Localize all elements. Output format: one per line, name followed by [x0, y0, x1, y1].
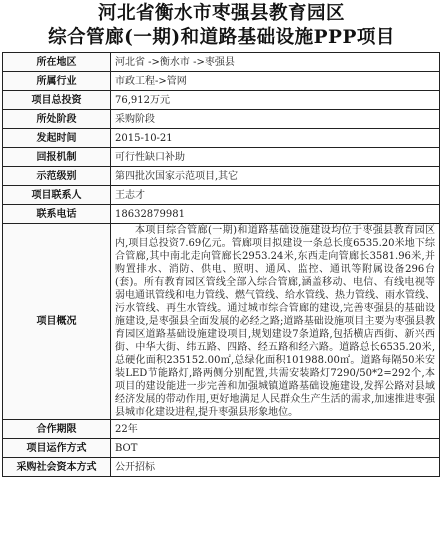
stage-label: 所处阶段: [3, 110, 111, 129]
total-investment-label: 项目总投资: [3, 91, 111, 110]
contact-person-label: 项目联系人: [3, 186, 111, 205]
row-region: [3, 53, 440, 72]
title-line-2: 综合管廊(一期)和道路基础设施PPP项目: [48, 27, 395, 48]
row-industry: [3, 72, 440, 91]
title-line-1: 河北省衡水市枣强县教育园区: [97, 3, 345, 24]
contact-person-value: 王志才: [111, 186, 440, 205]
start-date-label: 发起时间: [3, 129, 111, 148]
demo-level-label: 示范级别: [3, 167, 111, 186]
project-summary-text: 本项目综合管廊(一期)和道路基础设施建设均位于枣强县教育园区内,项目总投资7.69亿元。管廊项目拟建设一条总长度6535.20米地下综合管廊,其中南北走向管廊长2953.24米,东西走向管廊长3581.96米,并购置排水、消防、供电、照明、通风、监控、通讯等附属设备296台(套)。所有教育园区管线全部入综合管廊,涵盖移动、电信、有线电视等弱电通讯管线和电力管线、燃气管线、给水管线、热力管线、雨水管线、污水管线、再生水管线。通过城市综合管廊的建设,完善枣强县的基础设施建设,是枣强县全面发展的必经之路;道路基础设施项目主要为枣强县教育园区道路基础设施建设项目,规划建设7条道路,包括横店西街、新兴西街、中华大街、纬五路、四路、经五路和经六路。道路总长6535.20米,总硬化面积235152.00㎡,总绿化面积101988.00㎡。道路每隔50米安装LED节能路灯,路两侧分别配置,共需安装路灯7290/50*2=292个,本项目的建设能进一步完善和加强城镇道路基础设施建设,发挥公路对县域经济发展的带动作用,更好地满足人民群众生产生活的需求,加速推进枣强县城市化建设进程,提升枣强县形象地位。: [111, 224, 440, 420]
row-project-summary: [3, 224, 440, 420]
procurement-method-value: 公开招标: [111, 458, 440, 477]
row-demo-level: [3, 167, 440, 186]
row-contact-person: [3, 186, 440, 205]
industry-label: 所属行业: [3, 72, 111, 91]
project-summary-label: 项目概况: [3, 224, 111, 420]
industry-value: 市政工程->管网: [111, 72, 440, 91]
contact-phone-label: 联系电话: [3, 205, 111, 224]
row-operation-mode: [3, 439, 440, 458]
total-investment-value: 76,912万元: [111, 91, 440, 110]
row-procurement-method: [3, 458, 440, 477]
start-date-value: 2015-10-21: [111, 129, 440, 148]
stage-value: 采购阶段: [111, 110, 440, 129]
procurement-method-label: 采购社会资本方式: [3, 458, 111, 477]
row-stage: [3, 110, 440, 129]
region-label: 所在地区: [3, 53, 111, 72]
demo-level-value: 第四批次国家示范项目,其它: [111, 167, 440, 186]
cooperation-period-label: 合作期限: [3, 420, 111, 439]
return-mechanism-value: 可行性缺口补助: [111, 148, 440, 167]
operation-mode-value: BOT: [111, 439, 440, 458]
contact-phone-value: 18632879981: [111, 205, 440, 224]
cooperation-period-value: 22年: [111, 420, 440, 439]
row-contact-phone: [3, 205, 440, 224]
row-start-date: [3, 129, 440, 148]
row-cooperation-period: [3, 420, 440, 439]
project-info-table: [2, 52, 440, 477]
row-return-mechanism: [3, 148, 440, 167]
row-total-investment: [3, 91, 440, 110]
operation-mode-label: 项目运作方式: [3, 439, 111, 458]
region-value: 河北省 ->衡水市 ->枣强县: [111, 53, 440, 72]
return-mechanism-label: 回报机制: [3, 148, 111, 167]
page-title: [0, 0, 443, 50]
